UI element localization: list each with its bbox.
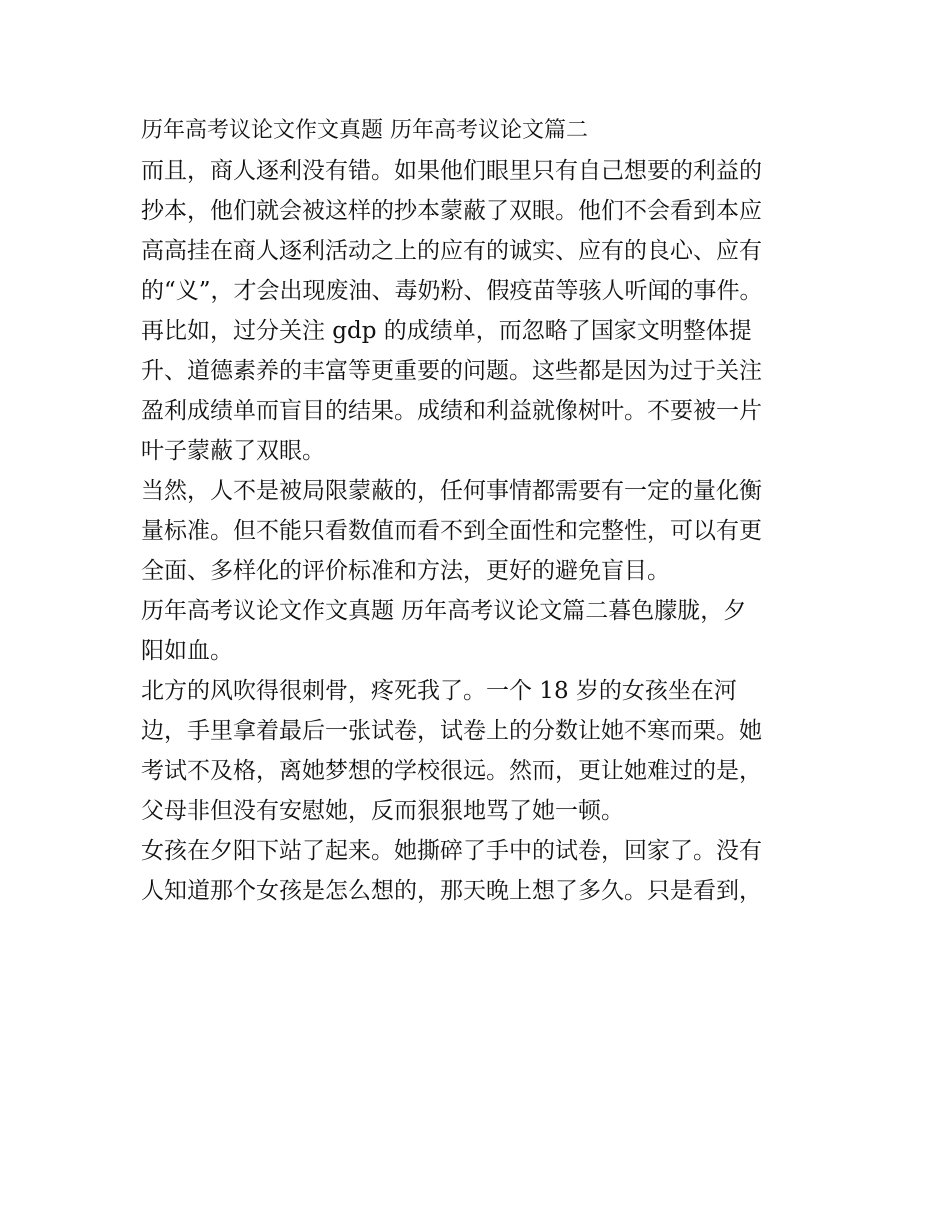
text-line: 北方的风吹得很刺骨，疼死我了。一个 18 岁的女孩坐在河 — [141, 678, 737, 704]
text-line: 抄本，他们就会被这样的抄本蒙蔽了双眼。他们不会看到本应 — [141, 198, 762, 224]
text-line: 量标准。但不能只看数值而看不到全面性和完整性，可以有更 — [141, 518, 762, 544]
heading-line: 历年高考议论文作文真题 历年高考议论文篇二 — [141, 118, 588, 143]
text-line: 父母非但没有安慰她，反而狠狠地骂了她一顿。 — [141, 798, 624, 824]
text-line: 边，手里拿着最后一张试卷，试卷上的分数让她不寒而栗。她 — [141, 718, 762, 744]
text-line: 女孩在夕阳下站了起来。她撕碎了手中的试卷，回家了。没有 — [141, 838, 762, 864]
text-line: 当然，人不是被局限蒙蔽的，任何事情都需要有一定的量化衡 — [141, 478, 762, 504]
text-line: 升、道德素养的丰富等更重要的问题。这些都是因为过于关注 — [141, 358, 762, 384]
text-line: 高高挂在商人逐利活动之上的应有的诚实、应有的良心、应有 — [141, 238, 762, 264]
text-line: 的“义”，才会出现废油、毒奶粉、假疫苗等骇人听闻的事件。 — [141, 278, 763, 304]
heading-line: 历年高考议论文作文真题 历年高考议论文篇二暮色朦胧，夕 — [141, 598, 747, 624]
text-line: 叶子蒙蔽了双眼。 — [141, 438, 325, 464]
document-body — [141, 111, 821, 911]
text-line: 再比如，过分关注 gdp 的成绩单，而忽略了国家文明整体提 — [141, 318, 752, 344]
text-line: 全面、多样化的评价标准和方法，更好的避免盲目。 — [141, 558, 670, 584]
text-line: 人知道那个女孩是怎么想的，那天晚上想了多久。只是看到， — [141, 878, 762, 904]
text-line: 阳如血。 — [141, 638, 233, 664]
text-line: 考试不及格，离她梦想的学校很远。然而，更让她难过的是， — [141, 758, 762, 784]
text-line: 而且，商人逐利没有错。如果他们眼里只有自己想要的利益的 — [141, 158, 762, 184]
text-line: 盈利成绩单而盲目的结果。成绩和利益就像树叶。不要被一片 — [141, 398, 762, 424]
